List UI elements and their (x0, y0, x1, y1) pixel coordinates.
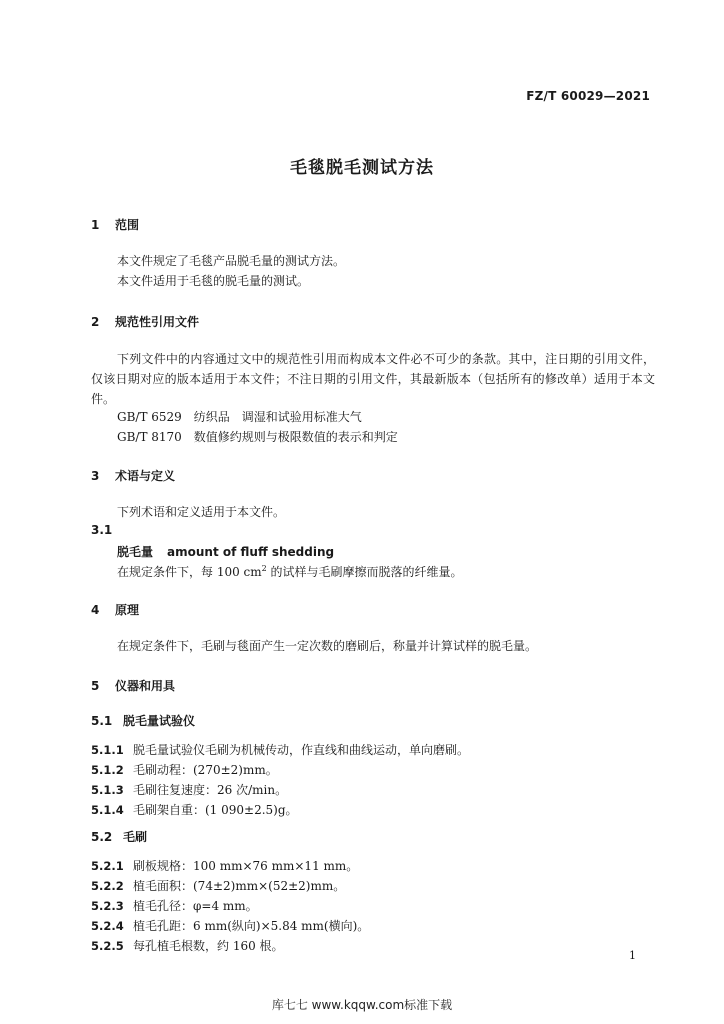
clause-number: 5.2.2 (91, 879, 124, 893)
clause-5-2-2 (91, 877, 345, 894)
term-entry (117, 543, 334, 560)
section-1-heading (91, 216, 139, 233)
clause-text: 毛刷动程：(270±2)mm。 (133, 763, 278, 777)
scope-line-2: 本文件适用于毛毯的脱毛量的测试。 (117, 274, 310, 288)
clause-number: 5.2.4 (91, 919, 124, 933)
clause-5-2-1 (91, 857, 358, 874)
clause-5-1-3 (91, 781, 287, 798)
normative-references-paragraph: 下列文件中的内容通过文中的规范性引用而构成本文件必不可少的条款。其中，注日期的引用文件，仅该日期对应的版本适用于本文件；不注日期的引用文件，其最新版本（包括所有的修改单）适用于本文件。 (91, 352, 655, 406)
clause-text: 植毛孔距：6 mm(纵向)×5.84 mm(横向)。 (133, 919, 370, 933)
section-title: 仪器和用具 (115, 679, 176, 693)
term-definition (117, 563, 463, 580)
clause-text: 毛刷往复速度：26 次/min。 (133, 783, 288, 797)
clause-5-1-1 (91, 741, 469, 758)
clause-5-1-2 (91, 761, 278, 778)
section-4-heading (91, 601, 139, 618)
section-number: 1 (91, 218, 100, 232)
clause-text: 每孔植毛根数，约 160 根。 (133, 939, 284, 953)
section-title: 原理 (115, 603, 140, 617)
clause-number: 5.1.3 (91, 783, 124, 797)
section-5-2-heading (91, 828, 147, 845)
clause-text: 植毛孔径：φ=4 mm。 (133, 899, 258, 913)
document-title: 毛毯脱毛测试方法 (290, 158, 434, 178)
definition-superscript: 2 (261, 564, 267, 573)
clause-text: 脱毛量试验仪毛刷为机械传动，作直线和曲线运动，单向磨刷。 (133, 743, 470, 757)
clause-text: 毛刷架自重：(1 090±2.5)g。 (133, 803, 298, 817)
clause-5-2-4 (91, 917, 369, 934)
principle-text: 在规定条件下，毛刷与毯面产生一定次数的磨刷后，称量并计算试样的脱毛量。 (117, 639, 538, 653)
clause-number: 5.1.2 (91, 763, 124, 777)
section-number: 5.2 (91, 830, 113, 844)
section-5-heading (91, 677, 175, 694)
footer-watermark: 库七七 www.kqqw.com标准下载 (271, 998, 453, 1012)
section-title: 脱毛量试验仪 (123, 714, 196, 728)
section-number: 4 (91, 603, 100, 617)
scope-line-1: 本文件规定了毛毯产品脱毛量的测试方法。 (117, 254, 346, 268)
clause-number: 5.1.1 (91, 743, 124, 757)
section-title: 毛刷 (123, 830, 148, 844)
section-title: 术语与定义 (115, 469, 176, 483)
clause-5-1-4 (91, 801, 298, 818)
section-3-heading (91, 467, 175, 484)
clause-number: 5.1.4 (91, 803, 124, 817)
standard-number: FZ/T 60029—2021 (526, 89, 650, 103)
term-chinese: 脱毛量 (117, 545, 154, 559)
clause-number: 5.2.3 (91, 899, 124, 913)
clause-number: 5.2.1 (91, 859, 124, 873)
clause-number: 5.2.5 (91, 939, 124, 953)
definition-text-cont: 的试样与毛刷摩擦而脱落的纤维量。 (266, 565, 463, 579)
page-number: 1 (629, 949, 636, 962)
clause-text: 刷板规格：100 mm×76 mm×11 mm。 (133, 859, 359, 873)
term-number: 3.1 (91, 523, 113, 537)
reference-gbt-8170: GB/T 8170 数值修约规则与极限数值的表示和判定 (117, 430, 398, 444)
section-number: 5 (91, 679, 100, 693)
definition-text: 在规定条件下，每 100 cm (117, 565, 262, 579)
terms-intro: 下列术语和定义适用于本文件。 (117, 505, 286, 519)
clause-5-2-3 (91, 897, 258, 914)
term-english: amount of fluff shedding (167, 545, 335, 559)
section-5-1-heading (91, 712, 195, 729)
section-title: 范围 (115, 218, 140, 232)
clause-5-2-5 (91, 937, 284, 954)
section-number: 5.1 (91, 714, 113, 728)
section-number: 3 (91, 469, 100, 483)
section-2-heading (91, 313, 199, 330)
clause-text: 植毛面积：(74±2)mm×(52±2)mm。 (133, 879, 346, 893)
reference-gbt-6529: GB/T 6529 纺织品 调湿和试验用标准大气 (117, 410, 362, 424)
section-number: 2 (91, 315, 100, 329)
section-title: 规范性引用文件 (115, 315, 200, 329)
